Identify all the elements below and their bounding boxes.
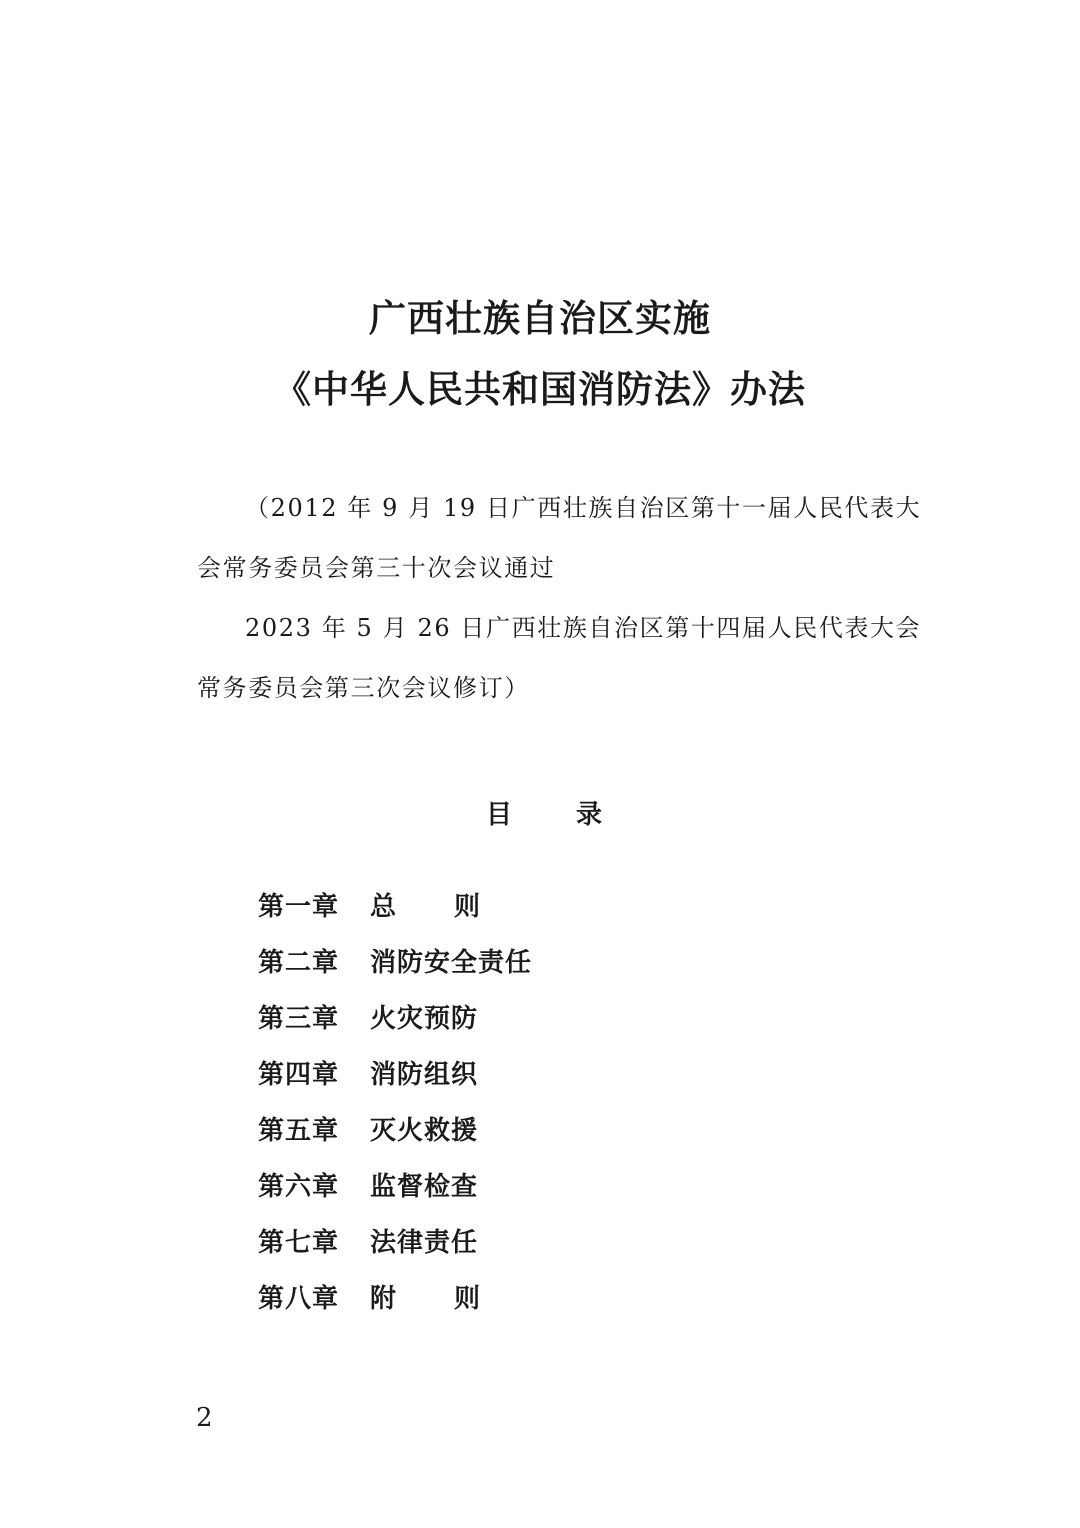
- toc-chapter-number: 第一章: [258, 891, 340, 922]
- page-number: 2: [196, 1403, 213, 1433]
- toc-item: [258, 988, 538, 1044]
- document-title-line-1: 广西壮族自治区实施: [369, 296, 711, 340]
- adoption-note-line-4: 常务委员会第三次会议修订）: [197, 674, 530, 702]
- toc-item: [258, 1212, 538, 1268]
- toc-chapter-number: 第五章: [258, 1115, 340, 1146]
- toc-item: [258, 1044, 538, 1100]
- toc-heading: 目录: [486, 800, 667, 830]
- table-of-contents: [258, 876, 538, 1324]
- toc-item: [258, 932, 538, 988]
- toc-chapter-title: 法律责任: [370, 1227, 479, 1258]
- toc-chapter-number: 第三章: [258, 1003, 340, 1034]
- toc-chapter-number: 第二章: [258, 947, 340, 978]
- toc-item: [258, 1156, 538, 1212]
- toc-chapter-title: 附则: [370, 1283, 539, 1314]
- toc-item: [258, 876, 538, 932]
- toc-chapter-title: 火灾预防: [370, 1003, 479, 1034]
- toc-chapter-title: 监督检查: [370, 1171, 479, 1202]
- adoption-note-line-1: （2012 年 9 月 19 日广西壮族自治区第十一届人民代表大: [245, 494, 922, 522]
- toc-chapter-title: 总则: [370, 891, 539, 922]
- toc-chapter-number: 第七章: [258, 1227, 340, 1258]
- toc-item: [258, 1268, 538, 1324]
- toc-chapter-title: 灭火救援: [370, 1115, 479, 1146]
- toc-chapter-title: 消防组织: [370, 1059, 479, 1090]
- adoption-note-line-2: 会常务委员会第三十次会议通过: [197, 554, 556, 582]
- toc-item: [258, 1100, 538, 1156]
- document-title-line-2: 《中华人民共和国消防法》办法: [274, 367, 806, 411]
- toc-chapter-number: 第八章: [258, 1283, 340, 1314]
- adoption-note-line-3: 2023 年 5 月 26 日广西壮族自治区第十四届人民代表大会: [245, 614, 922, 642]
- toc-chapter-title: 消防安全责任: [370, 947, 533, 978]
- toc-chapter-number: 第六章: [258, 1171, 340, 1202]
- toc-chapter-number: 第四章: [258, 1059, 340, 1090]
